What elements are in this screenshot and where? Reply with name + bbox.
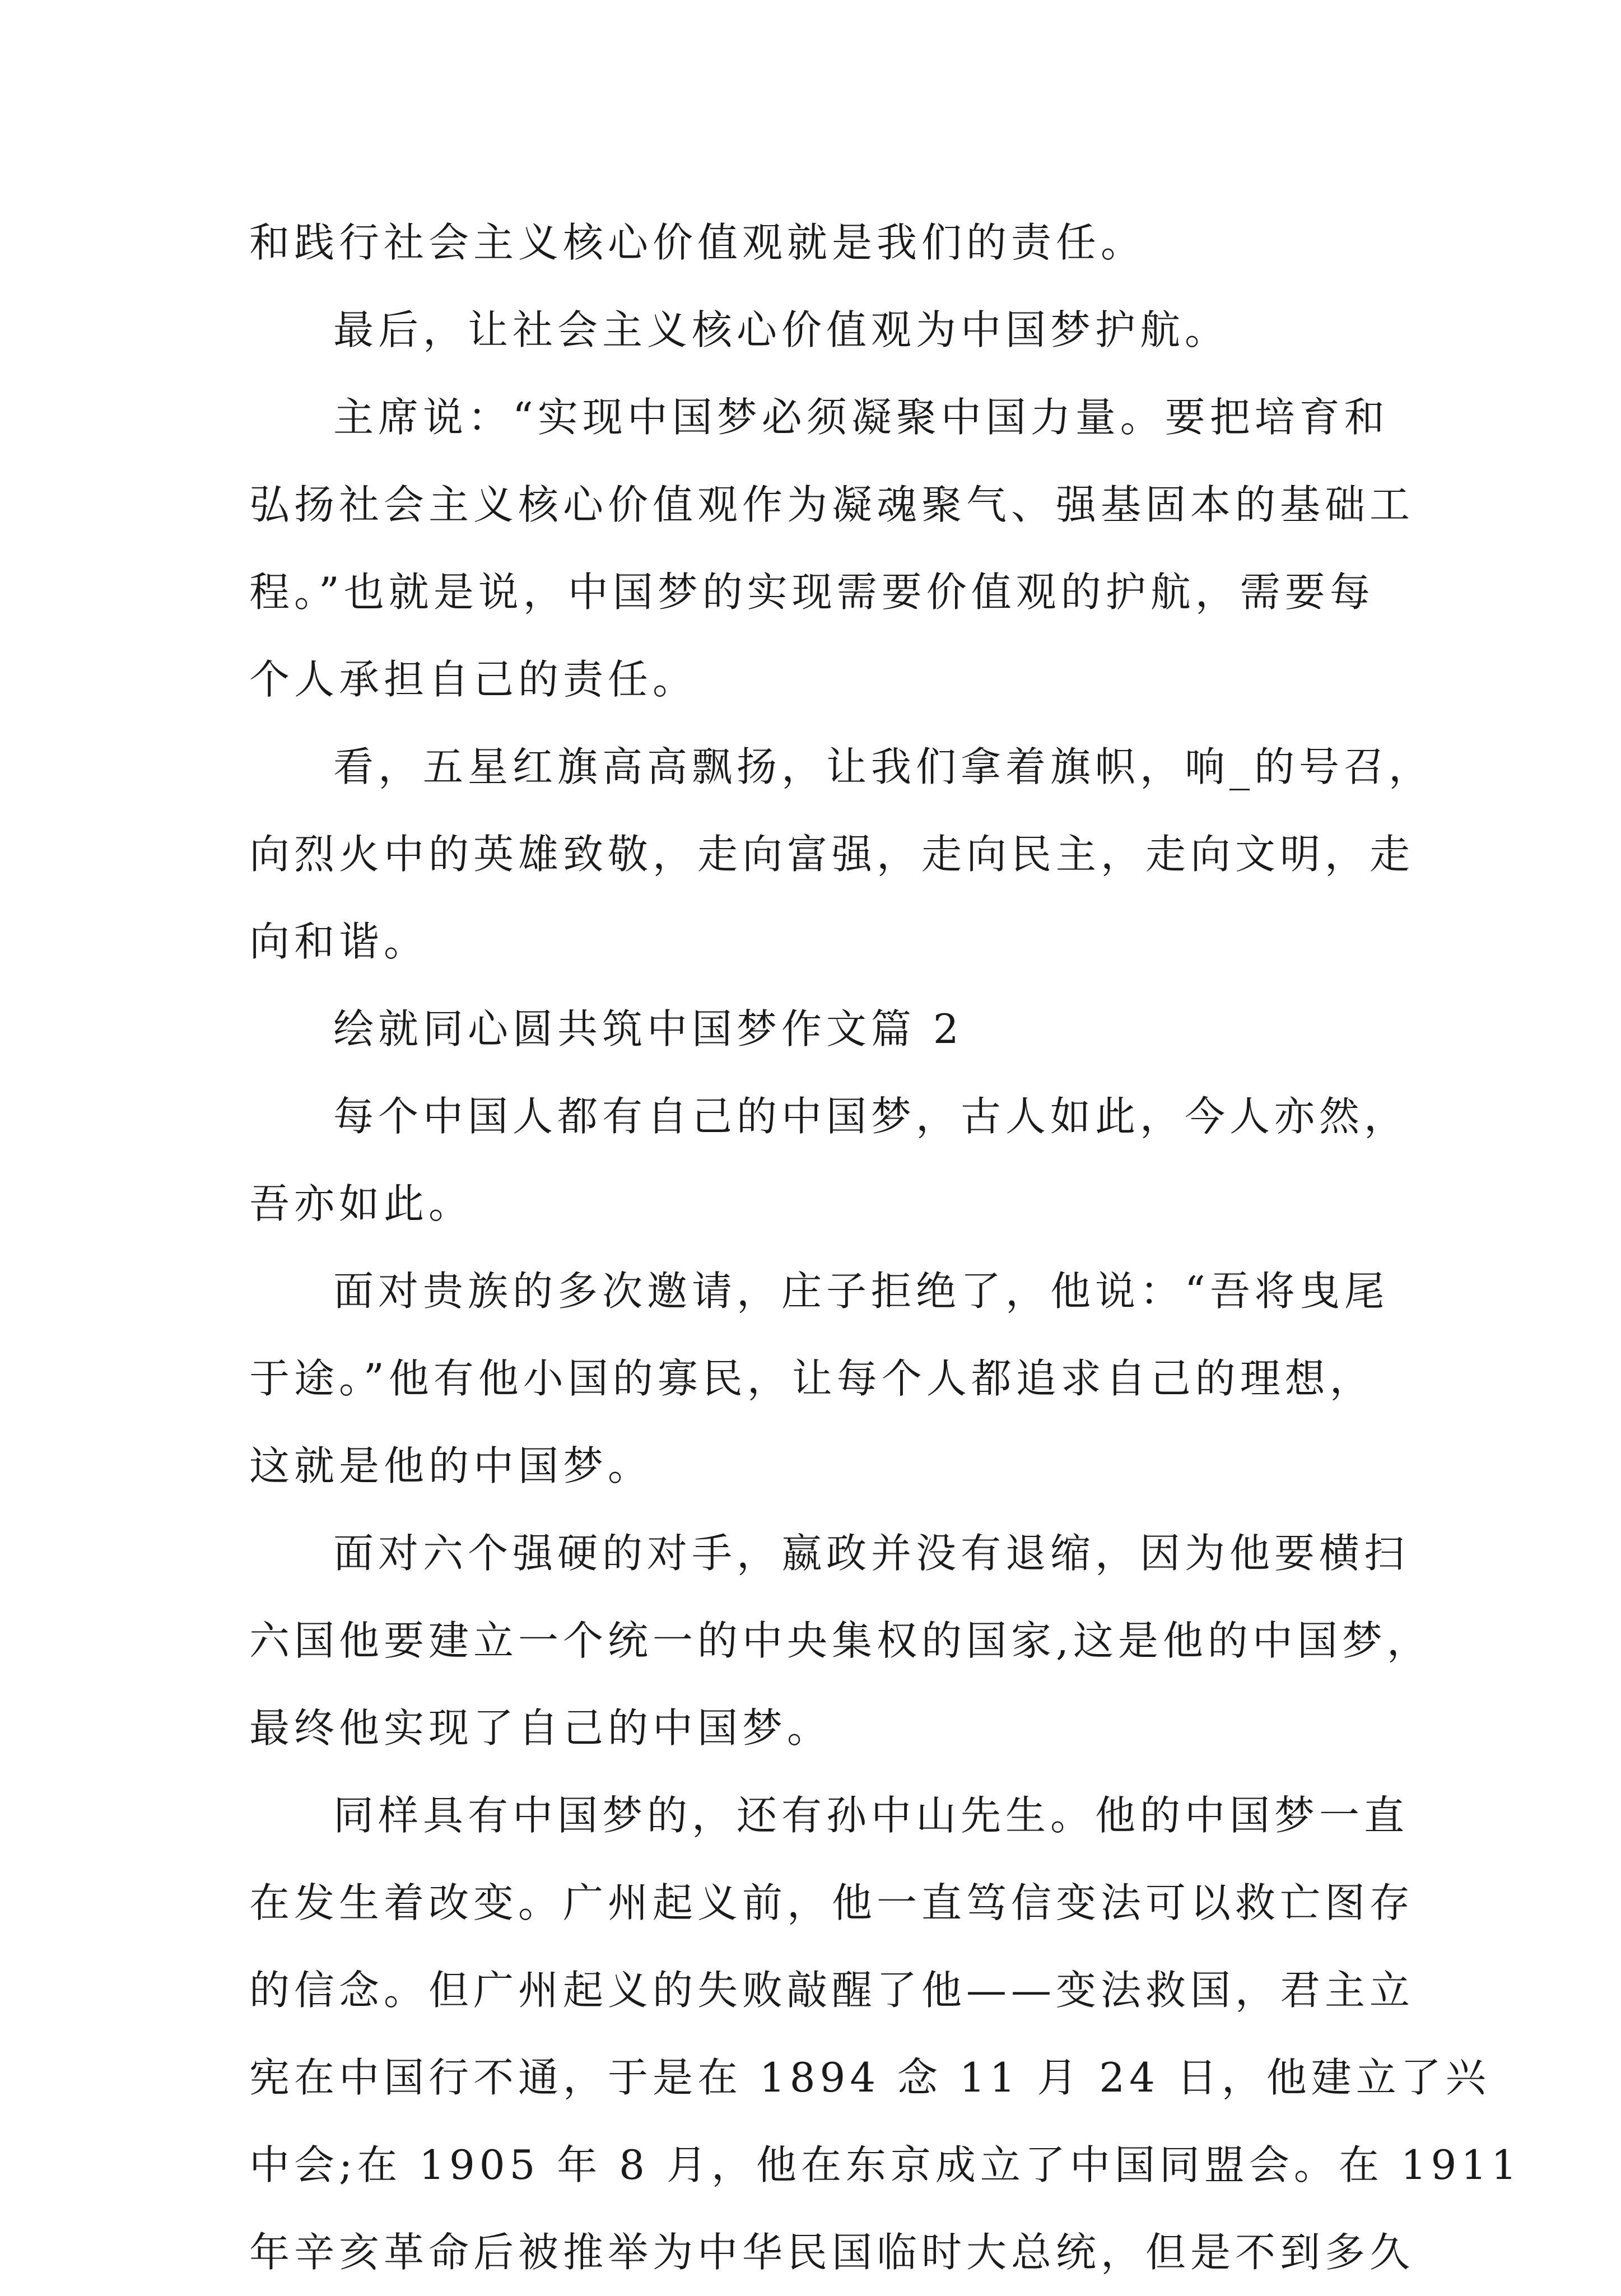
text-line: 向烈火中的英雄致敬，走向富强，走向民主，走向文明，走 xyxy=(249,831,1415,878)
text-line: 这就是他的中国梦。 xyxy=(249,1442,653,1489)
text-line: 面对六个强硬的对手，嬴政并没有退缩，因为他要横扫 xyxy=(333,1530,1409,1577)
text-line: 向和谐。 xyxy=(249,918,429,965)
text-line: 看，五星红旗高高飘扬，让我们拿着旗帜，响_的号召， xyxy=(333,743,1434,790)
text-line: 主席说：“实现中国梦必须凝聚中国力量。要把培育和 xyxy=(333,394,1389,441)
text-line: 六国他要建立一个统一的中央集权的国家,这是他的中国梦， xyxy=(249,1617,1432,1664)
text-line: 每个中国人都有自己的中国梦，古人如此，今人亦然， xyxy=(333,1093,1409,1140)
text-line: 中会;在 1905 年 8 月，他在东京成立了中国同盟会。在 1911 xyxy=(249,2141,1521,2188)
text-line: 面对贵族的多次邀请，庄子拒绝了，他说：“吾将曳尾 xyxy=(333,1268,1389,1315)
text-line: 最后，让社会主义核心价值观为中国梦护航。 xyxy=(333,306,1230,353)
text-line: 宪在中国行不通，于是在 1894 念 11 月 24 日，他建立了兴 xyxy=(249,2054,1490,2101)
text-line: 弘扬社会主义核心价值观作为凝魂聚气、强基固本的基础工 xyxy=(249,481,1415,528)
text-line: 最终他实现了自己的中国梦。 xyxy=(249,1704,832,1752)
text-line: 在发生着改变。广州起义前，他一直笃信变法可以救亡图存 xyxy=(249,1879,1415,1926)
text-line: 个人承担自己的责任。 xyxy=(249,656,698,703)
text-line: 程。”也就是说，中国梦的实现需要价值观的护航，需要每 xyxy=(249,569,1375,616)
text-line: 于途。”他有他小国的寡民，让每个人都追求自己的理想， xyxy=(249,1355,1375,1402)
text-line: 年辛亥革命后被推举为中华民国临时大总统，但是不到多久 xyxy=(249,2229,1415,2276)
text-line: 绘就同心圆共筑中国梦作文篇 2 xyxy=(333,1005,963,1052)
text-line: 的信念。但广州起义的失败敲醒了他——变法救国，君主立 xyxy=(249,1967,1415,2014)
body-text xyxy=(249,199,1521,2296)
text-line: 吾亦如此。 xyxy=(249,1180,474,1227)
text-line: 和践行社会主义核心价值观就是我们的责任。 xyxy=(249,219,1146,266)
text-line: 同样具有中国梦的，还有孙中山先生。他的中国梦一直 xyxy=(333,1792,1409,1839)
